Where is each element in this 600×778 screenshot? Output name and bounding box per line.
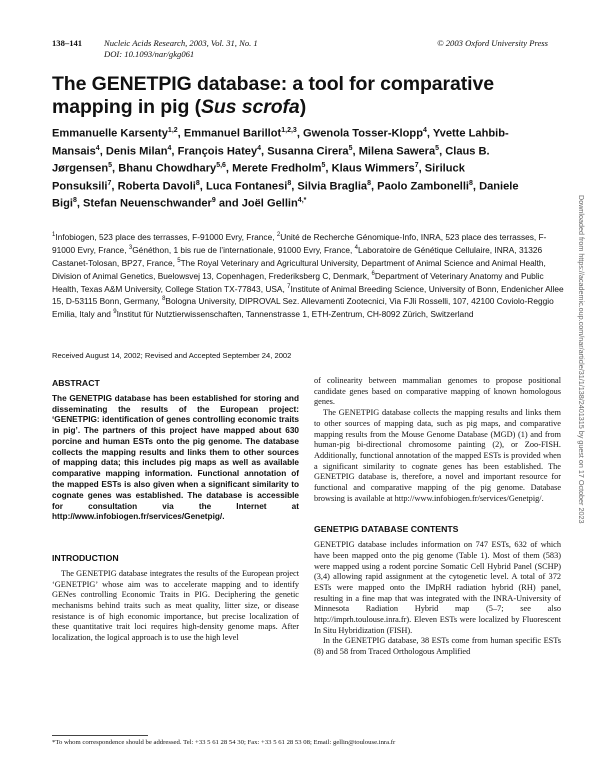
author-name: Milena Sawera [358,145,436,158]
author-name: Roberta Davoli [117,180,196,193]
affiliation-number: 1 [52,232,56,238]
affiliation-text: Institute of Animal Breeding Science, University of Bonn, Endenicher Allee 15, D-53115 Bonn, Germany, [52,283,564,307]
contents-paragraph: GENETPIG database includes information on 747 ESTs, 632 of which have been mapped onto the pig genome (Table 1). Most of them (583) were mapped using a rodent porcine Somatic Cell Hybrid Panel (SCHP) (3,4) allowing rapid assignment at the cytogenetic level. A total of 372 ESTs were mapped onto the IMpRH radiation hybrid (RH) panel, resulting in a fine map that was integrated with the INRA-University of Minnesota Radiation Hybrid map (5–7; see also http://imprh.toulouse.inra.fr). Eleven ESTs were localized by Fluorescent In Situ Hybridization (FISH). [314,540,561,635]
author-affiliation-mark: 5 [435,144,440,152]
copyright: © 2003 Oxford University Press [437,38,548,48]
right-column [314,376,561,658]
affiliation-text: Laboratoire de Génétique Cellulaire, INRA, 31326 Castanet-Tolosan, BP27, France, [52,244,543,268]
affiliation-number: 2 [276,232,281,238]
author-name: Daniele Bigi [52,180,519,211]
author-affiliation-mark: 4 [95,144,100,152]
author-name: Paolo Zambonelli [377,180,470,193]
author-affiliation-mark: 8 [195,179,200,187]
author-separator: , [112,162,119,175]
author-affiliation-mark: 4 [422,127,427,134]
introduction-heading: INTRODUCTION [52,553,119,564]
affiliations [52,230,566,320]
author-name: Claus B. Jørgensen [52,145,490,175]
author-separator: , [426,127,433,140]
author-affiliation-mark: 7 [107,179,112,187]
title-species: Sus scrofa [200,96,300,118]
author-affiliation-mark: 5 [321,162,326,170]
affiliation-text: Unité de Recherche Génomique-Info, INRA, 523 place des terrasses, F-91000 Evry, France, [52,231,547,255]
author-affiliation-mark: 8 [469,179,473,187]
author-affiliation-mark: 1,2,3 [281,127,297,134]
author-affiliation-mark: 4 [167,144,172,152]
download-notice [575,195,589,655]
author-affiliation-mark: 5,6 [216,162,226,170]
doi: DOI: 10.1093/nar/gkg061 [104,49,195,59]
author-name: Luca Fontanesi [205,180,288,193]
affiliation-text: Généthon, 1 bis rue de l’internationale, 91000 Evry, France, [132,244,355,255]
author-separator: , [261,145,268,158]
author-name: Siriluck Ponsuksili [52,162,465,193]
title-main: The GENETPIG database: a tool for comparative mapping in pig ( [52,73,494,118]
affiliation-text: Institut für Nutztierwissenschaften, Tannenstrasse 1, ETH-Zentrum, CH-8092 Zürich, Switzerland [116,309,474,320]
received-dates: Received August 14, 2002; Revised and Accepted September 24, 2002 [52,351,292,360]
author-name: Silvia Braglia [297,180,368,193]
affiliation-text: Bologna University, DIPROVAL Sez. Allevamenti Zootecnici, Via FJli Rosselli, 107, 42100 Coviolo-Reggio Emilia, Italy and [52,296,554,320]
author-name: Bhanu Chowdhary [118,162,217,175]
author-separator: and [215,198,242,211]
affiliation-number: 5 [177,257,181,264]
author-separator: , [199,180,206,193]
author-separator: , [291,180,298,193]
author-name: Klaus Wimmers [331,162,415,175]
author-affiliation-mark: 5 [348,144,353,152]
affiliation-number: 8 [162,296,166,303]
journal-citation: Nucleic Acids Research, 2003, Vol. 31, No. 1 [104,38,258,48]
author-name: Merete Fredholm [232,162,322,175]
author-name: Joël Gellin [241,198,298,211]
author-name: Stefan Neuenschwander [83,198,212,211]
author-affiliation-mark: 7 [414,162,419,170]
page-range: 138–141 [52,38,83,48]
author-affiliation-mark: 4,* [297,197,307,205]
affiliation-number: 3 [128,244,133,251]
abstract-heading: ABSTRACT [52,378,100,388]
title-close: ) [299,96,307,118]
left-column [52,378,299,644]
author-separator: , [472,180,480,193]
author-separator: , [371,180,378,193]
author-name: Denis Milan [105,145,168,158]
correspondence-footnote: *To whom correspondence should be addressed. Tel: +33 5 61 28 54 30; Fax: +33 5 61 28 53 08; Email: gellin@toulouse.inra.fr [52,739,396,746]
download-notice-text: Downloaded from https://academic.oup.com/nar/article/31/1/138/2401315 by guest on 17 October 2023 [577,195,586,524]
author-affiliation-mark: 9 [211,197,216,205]
author-name: Susanna Cirera [267,145,349,158]
abstract-text: The GENETPIG database has been established for storing and disseminating the results of the European project: ‘GENETPIG: identification of genes controlling economic traits in pig’. The partners of this project have mapped about 630 porcine and human ESTs onto the pig genome. The database collects the mapping results and links them to other sources of mapping data; this includes pig maps as well as available comparative mapping information. Functional annotation of the mapped ESTs is also given when a significant similarity to cognate genes was established. The database is accessible for consultation via the Internet at http://www.infobiogen.fr/services/Genetpig/. [52,393,299,522]
author-affiliation-mark: 8 [367,179,371,187]
author-affiliation-mark: 8 [287,179,292,187]
contents-paragraph-2: In the GENETPIG database, 38 ESTs come from human specific ESTs (8) and 58 from Traced Orthologous Amplified [314,636,561,657]
affiliation-number: 6 [371,270,375,277]
introduction-paragraph-2: The GENETPIG database collects the mapping results and links them to other sources of mapping data, such as pig maps, and comparative mapping results from the Mouse Genome Database (MGD) (1) and from human-pig bi-directional chromosome painting (2), or Zoo-FISH. Additionally, functional annotation of the mapped ESTs is provided when a significant similarity to cognate genes has been established. The GENETPIG database is, therefore, a novel and important resource for functional and comparative mapping of the pig genome. Database browsing is available at http://www.infobiogen.fr/services/Genetpig/. [314,408,561,503]
author-affiliation-mark: 1,2 [167,127,178,134]
affiliation-text: The Royal Veterinary and Agricultural University, Department of Animal Science and Animal Health, Division of Animal Genetics, Buelowsvej 13, Copenhagen, Frederiksberg C, Denmark, [52,257,546,281]
author-affiliation-mark: 4 [257,144,262,152]
author-separator: , [99,145,106,158]
author-name: François Hatey [177,145,258,158]
author-separator: , [111,180,118,193]
author-separator: , [418,162,425,175]
author-name: Emmanuel Barillot [183,127,282,140]
author-separator: , [352,145,359,158]
author-name: Emmanuelle Karsenty [52,127,168,140]
affiliation-number: 9 [113,309,117,316]
introduction-paragraph: The GENETPIG database integrates the results of the European project ‘GENETPIG’ whose aim was to accelerate mapping and to identify GENes controlling Economic Traits in PIG. Deciphering the genetic mechanisms behind traits such as meat quality, litter size, or disease resistance is of high economic importance, but precise localization of these quantitative trait loci requires high-density genome maps. After localization, the logical approach is to use the high level [52,568,299,643]
author-name: Gwenola Tosser-Klopp [302,127,423,140]
author-separator: , [171,145,178,158]
author-separator: , [439,145,446,158]
article-title [52,73,542,119]
author-affiliation-mark: 5 [108,162,113,170]
contents-heading: GENETPIG DATABASE CONTENTS [314,524,459,535]
author-separator: , [325,162,332,175]
author-separator: , [177,127,184,140]
author-separator: , [225,162,233,175]
footnote-rule [52,735,148,736]
author-separator: , [296,127,303,140]
author-affiliation-mark: 8 [72,197,77,205]
affiliation-number: 4 [354,244,359,251]
author-list [52,124,572,212]
author-name: Yvette Lahbib-Mansais [52,127,509,158]
author-separator: , [76,198,84,211]
affiliation-text: Infobiogen, 523 place des terrasses, F-91000 Evry, France, [55,231,277,242]
affiliation-number: 7 [287,283,291,290]
introduction-continued: of colinearity between mammalian genomes to propose positional candidate genes based on comparative mapping of known homologous genes. [314,376,561,407]
affiliation-text: Department of Veterinary Anatomy and Public Health, Texas A&M University, College Station TX-77843, USA, [52,270,544,294]
